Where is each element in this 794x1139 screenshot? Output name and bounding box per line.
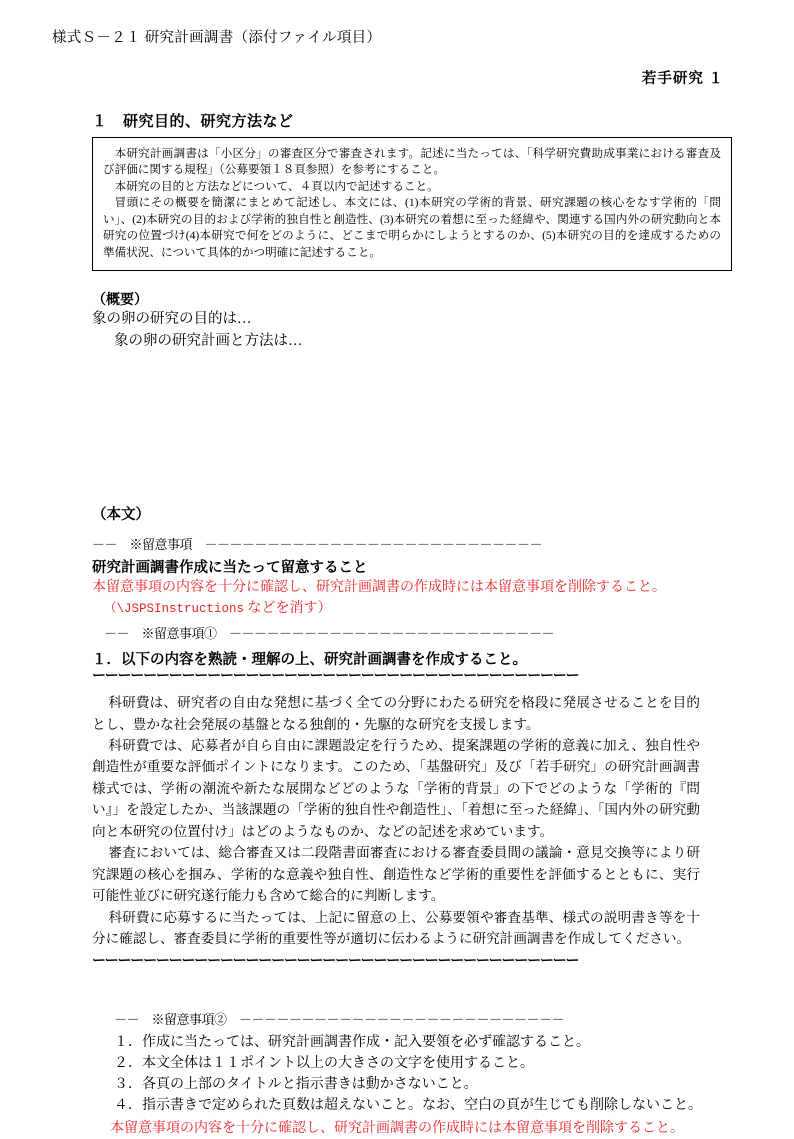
body-label: （本文） [92,506,150,523]
instruction-box [92,137,732,271]
instruction-line-3: 冒頭にその概要を簡潔にまとめて記述し、本文には、(1)本研究の学術的背景、研究課題の核心をなす学術的「問い」、(2)本研究の目的および学術的独自性と創造性、(3)本研究の着想に至った経緯や、関連する国内外の研究動向と本研究の位置づけ(4)本研究で何をどのように、どこまで明らかにしようとするのか、(5)本研究の目的を達成するための準備状況、について具体的かつ明確に記述すること。 [103,196,721,259]
section-heading-research-purpose: １ 研究目的、研究方法など [92,114,294,130]
outline-line-1: 象の卵の研究の目的は… [92,311,252,328]
body-paragraph-1: 科研費は、研究者の自由な発想に基づく全ての分野にわたる研究を格段に発展させることを目的とし、豊かな社会発展の基盤となる独創的・先駆的な研究を支援します。 [92,695,700,732]
jsps-instruction-rest: などを消す） [244,600,332,616]
body-paragraph-4: 科研費に応募するに当たっては、上記に留意の上、公募要領や審査基準、様式の説明書き等を十分に確認し、審査委員に学術的重要性等が適切に伝わるように研究計画調書を作成してください。 [92,909,700,947]
instruction-line-1: 本研究計画調書は「小区分」の審査区分で審査されます。記述に当たっては、「科学研究費助成事業における審査及び評価に関する規程」（公募要領１８頁参照）を参考にすること。 [103,147,721,177]
outline-label: （概要） [92,293,148,309]
divider-bottom: ーーーーーーーーーーーーーーーーーーーーーーーーーーーーーーーーーーーーーー [92,953,579,969]
body-paragraph-3: 審査においては、総合審査又は二段階書面審査における審査委員間の議論・意見交換等により研究課題の核心を掴み、学術的な意義や独自性、創造性など学術的重要性を評価するとともに、実行可能性並びに研究遂行能力も含めて総合的に判断します。 [92,845,700,904]
form-title: 様式Ｓ－２１ 研究計画調書（添付ファイル項目） [52,30,382,46]
numbered-item-4: ４．指示書きで定められた頁数は超えないこと。なお、空白の頁が生じても削除しないこと。 [114,1098,702,1114]
outline-body [92,309,742,353]
instruction-line-2: 本研究の目的と方法などについて、４頁以内で記述すること。 [114,179,439,193]
numbered-item-2: ２．本文全体は１１ポイント以上の大きさの文字を使用すること。 [114,1056,534,1072]
outline-line-2: 象の卵の研究計画と方法は… [114,332,303,349]
warning-red-paren [104,598,742,619]
note-marker-1: －－ ※留意事項① －－－－－－－－－－－－－－－－－－－－－－－－－－ [104,625,555,641]
numbered-item-3: ３．各頁の上部のタイトルと指示書きは動かさないこと。 [114,1077,478,1093]
note-marker-2: －－ ※留意事項② －－－－－－－－－－－－－－－－－－－－－－－－－－ [114,1012,565,1028]
final-red-warning: 本留意事項の内容を十分に確認し、研究計画調書の作成時には本留意事項を削除すること。 [110,1121,684,1137]
jsps-instruction-command: （\JSPSInstructions [104,601,245,616]
body-paragraph-2: 科研費では、応募者が自ら自由に課題設定を行うため、提案課題の学術的意義に加え、独自性や創造性が重要な評価ポイントになります。このため、「基盤研究」及び「若手研究」の研究計画調書様式では、学術の潮流や新たな展開などどのような「学術的背景」の下でどのような「学術的『問い』」を設定したか、当該課題の「学術的独自性や創造性」、「着想に至った経緯」、「国内外の研究動向と本研究の位置付け」はどのようなものか、などの記述を求めています。 [92,738,700,839]
warning-red-text: 本留意事項の内容を十分に確認し、研究計画調書の作成時には本留意事項を削除すること。 [92,579,666,595]
warning-heading: 研究計画調書作成に当たって留意すること [92,559,368,576]
note-marker-0: －－ ※留意事項 －－－－－－－－－－－－－－－－－－－－－－－－－－－ [92,536,543,552]
numbered-item-1: １．作成に当たっては、研究計画調書作成・記入要領を必ず確認すること。 [114,1035,590,1051]
research-category-label: 若手研究 １ [641,71,724,87]
item-1-heading: １．以下の内容を熟読・理解の上、研究計画調書を作成すること。 [92,651,527,668]
divider-top: ーーーーーーーーーーーーーーーーーーーーーーーーーーーーーーーーーーーーーー [92,668,579,684]
